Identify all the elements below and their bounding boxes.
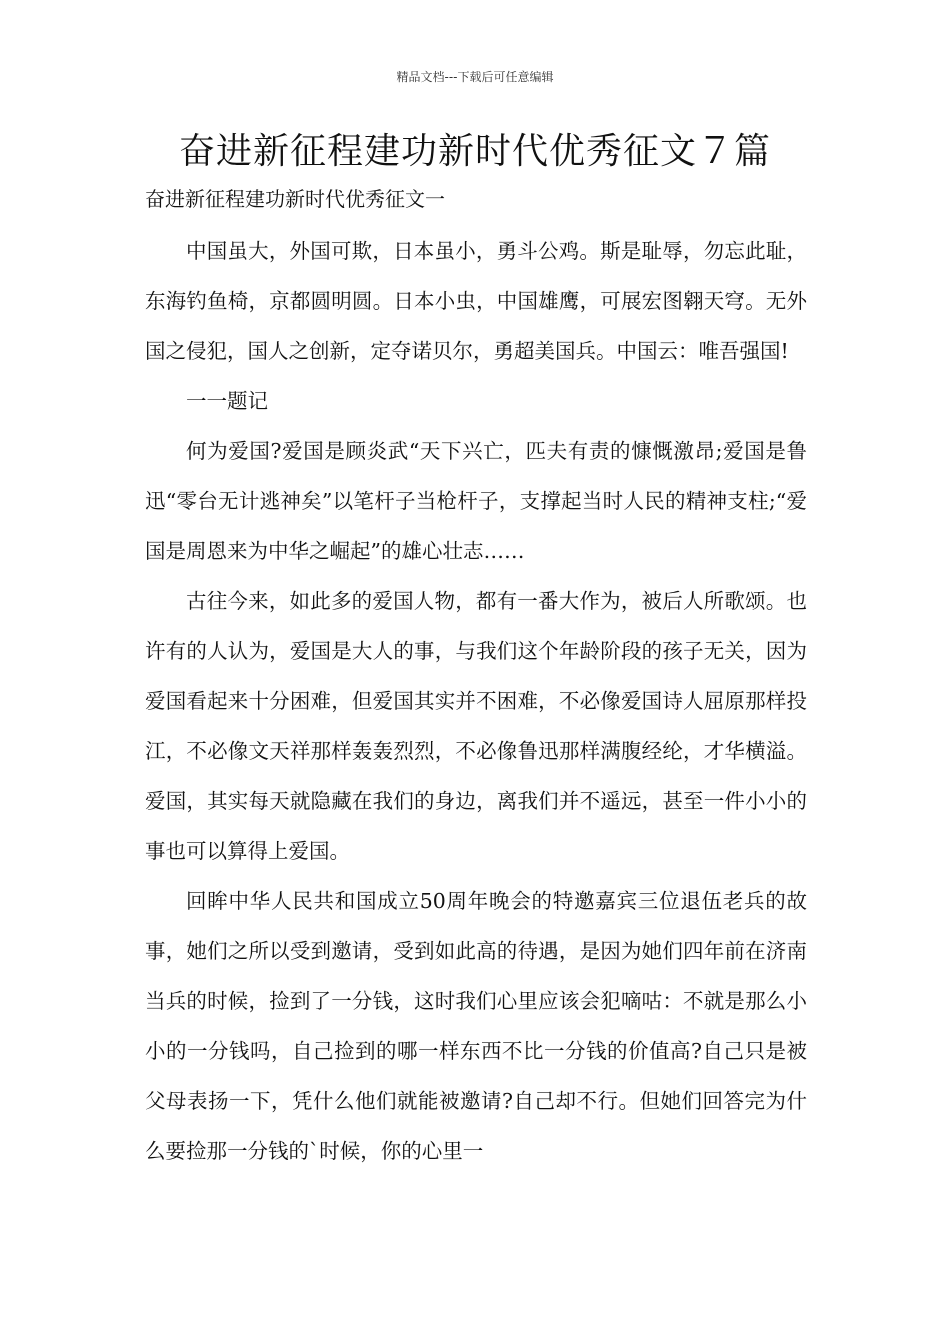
essay-body <box>145 226 807 1176</box>
paragraph: 回眸中华人民共和国成立50周年晚会的特邀嘉宾三位退伍老兵的故事，她们之所以受到邀请，受到如此高的待遇，是因为她们四年前在济南当兵的时候，捡到了一分钱，这时我们心里应该会犯嘀咕：不就是那么小小的一分钱吗，自己捡到的哪一样东西不比一分钱的价值高?自己只是被父母表扬一下，凭什么他们就能被邀请?自己却不行。但她们回答完为什么要捡那一分钱的`时候，你的心里一 <box>145 889 807 1163</box>
paragraph: 古往今来，如此多的爱国人物，都有一番大作为，被后人所歌颂。也许有的人认为，爱国是大人的事，与我们这个年龄阶段的孩子无关，因为爱国看起来十分困难，但爱国其实并不困难，不必像爱国诗人屈原那样投江，不必像文天祥那样轰轰烈烈，不必像鲁迅那样满腹经纶，才华横溢。爱国，其实每天就隐藏在我们的身边，离我们并不遥远，甚至一件小小的事也可以算得上爱国。 <box>145 589 807 863</box>
essay-subtitle: 奋进新征程建功新时代优秀征文一 <box>145 187 445 211</box>
document-title: 奋进新征程建功新时代优秀征文７篇 <box>178 131 771 172</box>
paragraph: 中国虽大，外国可欺，日本虽小，勇斗公鸡。斯是耻辱，勿忘此耻，东海钓鱼椅，京都圆明圆。日本小虫，中国雄鹰，可展宏图翱天穹。无外国之侵犯，国人之创新，定夺诺贝尔，勇超美国兵。中国云：唯吾强国! <box>145 239 807 363</box>
header-note: 精品文档---下载后可任意编辑 <box>396 70 554 84</box>
paragraph: 一一题记 <box>186 389 268 413</box>
paragraph: 何为爱国?爱国是顾炎武“天下兴亡，匹夫有责的慷慨激昂;爱国是鲁迅“零台无计逃神矣”以笔杆子当枪杆子，支撑起当时人民的精神支柱;“爱国是周恩来为中华之崛起”的雄心壮志…… <box>145 439 807 563</box>
